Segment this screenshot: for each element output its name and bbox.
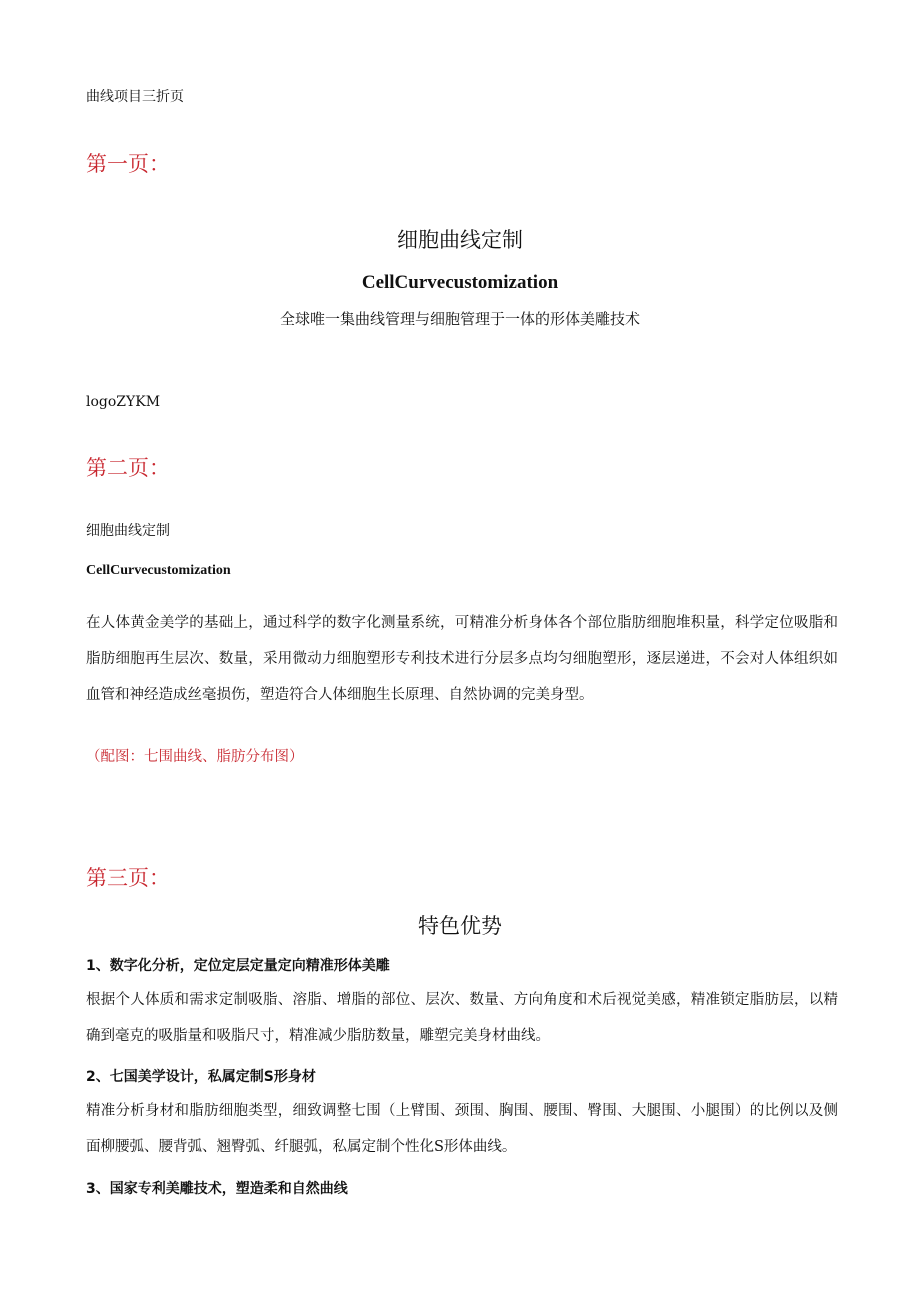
feature-2-title: 2、七国美学设计，私属定制S形身材 — [86, 1069, 316, 1085]
feature-3-title: 3、国家专利美雕技术，塑造柔和自然曲线 — [86, 1181, 348, 1197]
page1-heading: 第一页： — [86, 152, 170, 176]
feature-1-title: 1、数字化分析，定位定层定量定向精准形体美雕 — [86, 958, 390, 974]
doc-title: 曲线项目三折页 — [86, 89, 184, 105]
feature-2-body: 精准分析身材和脂肪细胞类型，细致调整七围（上臂围、颈围、胸围、腰围、臀围、大腿围、小腿围）的比例以及侧面柳腰弧、腰背弧、翘臀弧、纤腿弧，私属定制个性化S形体曲线。 — [86, 1103, 838, 1155]
page2-title-en: CellCurvecustomization — [86, 563, 231, 578]
page1-title-en: CellCurvecustomization — [361, 272, 559, 293]
page2-paragraph: 在人体黄金美学的基础上，通过科学的数字化测量系统，可精准分析身体各个部位脂肪细胞堆积量，科学定位吸脂和脂肪细胞再生层次、数量，采用微动力细胞塑形专利技术进行分层多点均匀细胞塑形，逐层递进，不会对人体组织如血管和神经造成丝毫损伤，塑造符合人体细胞生长原理、自然协调的完美身型。 — [86, 615, 838, 703]
page2-title-cn: 细胞曲线定制 — [86, 523, 170, 539]
image-note: （配图：七围曲线、脂肪分布图） — [86, 749, 304, 765]
logo-text: logoZYKM — [86, 394, 161, 410]
page1-title-cn: 细胞曲线定制 — [397, 228, 523, 252]
feature-1-body: 根据个人体质和需求定制吸脂、溶脂、增脂的部位、层次、数量、方向角度和术后视觉美感，精准锁定脂肪层，以精确到毫克的吸脂量和吸脂尺寸，精准减少脂肪数量，雕塑完美身材曲线。 — [86, 992, 838, 1044]
page3-heading: 第三页： — [86, 866, 170, 890]
page2-heading: 第二页： — [86, 456, 170, 480]
page1-subtitle: 全球唯一集曲线管理与细胞管理于一体的形体美雕技术 — [279, 310, 640, 328]
features-section-title: 特色优势 — [418, 914, 502, 938]
